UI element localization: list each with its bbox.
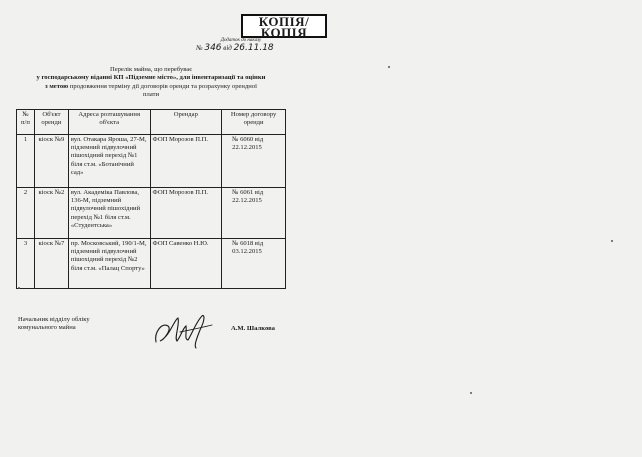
table-row <box>17 239 286 289</box>
title-line-3-bold: з метою <box>45 82 69 90</box>
cell-address: пр. Московський, 190/1-М, підземний підвулочний пішохідний перехід №2 біля ст.м. «Палац Спорту» <box>68 239 150 289</box>
signatory-name: А.М. Шалкова <box>231 325 275 332</box>
cell-number: 1 <box>17 135 35 188</box>
scan-speck <box>18 287 20 289</box>
signatory-position: Начальник відділу обліку комунального майна <box>18 316 90 332</box>
title-line-1: Перелік майна, що перебуває <box>109 66 193 73</box>
annex-date-prefix: від <box>223 44 232 52</box>
cell-object: кіоск №9 <box>34 135 68 188</box>
scan-speck <box>611 240 613 242</box>
cell-object: кіоск №7 <box>34 239 68 289</box>
cell-tenant: ФОП Морозов П.П. <box>150 135 222 188</box>
header-tenant: Орендар <box>150 110 222 135</box>
cell-contract: № 6061 від 22.12.2015 <box>222 188 286 239</box>
annex-number: 346 <box>204 43 222 53</box>
copy-stamp <box>241 14 327 38</box>
cell-tenant: ФОП Морозов П.П. <box>150 188 222 239</box>
cell-object: кіоск №2 <box>34 188 68 239</box>
title-line-2: у господарському віданні КП «Підземне місто», для інвентаризації та оцінки <box>36 74 266 82</box>
annex-number-prefix: № <box>196 44 203 52</box>
property-table <box>16 109 286 289</box>
title-line-3: продовження терміну дії договорів оренди та розрахунку орендної <box>69 82 257 90</box>
header-address: Адреса розташування об'єкта <box>68 110 150 135</box>
cell-tenant: ФОП Савенко Н.Ю. <box>150 239 222 289</box>
table-header-row <box>17 110 286 135</box>
cell-address: вул. Академіка Павлова, 136-М, підземний підвулочний пішохідний перехід №1 біля ст.м. «Студентська» <box>68 188 150 239</box>
cell-contract: № 6060 від 22.12.2015 <box>222 135 286 188</box>
scan-speck <box>470 392 472 394</box>
title-line-4: плати <box>143 90 159 98</box>
stamp-line-2: КОПІЯ <box>260 25 308 40</box>
stamp-line-1: КОПІЯ/ <box>258 14 310 29</box>
cell-number: 2 <box>17 188 35 239</box>
cell-number: 3 <box>17 239 35 289</box>
table-row <box>17 188 286 239</box>
header-object: Об'єкт оренди <box>34 110 68 135</box>
cell-contract: № 6018 від 03.12.2015 <box>222 239 286 289</box>
scan-speck <box>388 66 390 68</box>
table-row <box>17 135 286 188</box>
cell-address: вул. Отакара Яроша, 27-М, підземний підвулочний пішохідний перехід №1 біля ст.м. «Ботанічний сад» <box>68 135 150 188</box>
handwritten-signature <box>150 308 220 350</box>
document-title <box>18 66 284 99</box>
annex-date: 26.11.18 <box>233 43 274 53</box>
annex-label: Додаток до наказу <box>220 38 262 43</box>
header-number: № п/п <box>17 110 35 135</box>
header-contract: Номер договору оренди <box>222 110 286 135</box>
annex-number-line <box>196 43 274 53</box>
